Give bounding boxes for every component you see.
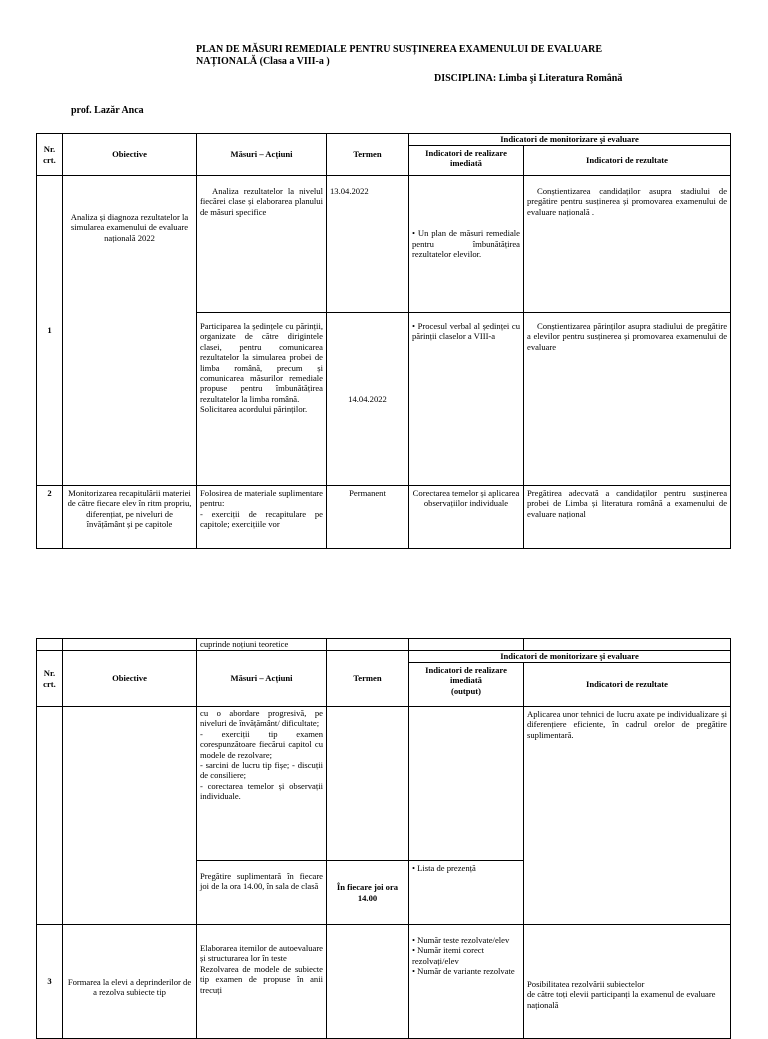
indicator-cell: • Număr teste rezolvate/elev • Număr itemi corect rezolvați/elev • Număr de variante rezolvate: [409, 925, 524, 1039]
column-header-nr: Nr. crt.: [37, 134, 63, 176]
document-title-line1: PLAN DE MĂSURI REMEDIALE PENTRU SUSȚINEREA EXAMENULUI DE EVALUARE: [196, 44, 602, 55]
teacher-name: prof. Lazăr Anca: [71, 105, 144, 116]
column-header-objectives: Obiective: [63, 651, 197, 707]
header-row: [37, 651, 731, 663]
result-cell: Posibilitatea rezolvării subiectelor de către toți elevii participanți la examenul de evaluare națională: [524, 925, 731, 1039]
result-cell: Conștientizarea părinților asupra stadiului de pregătire a elevilor pentru susținerea și promovarea examenului de evaluare: [524, 313, 731, 486]
indicator-cell: • Procesul verbal al ședinței cu părinții claselor a VIII-a: [409, 313, 524, 486]
discipline-label: DISCIPLINA: Limba şi Literatura Română: [434, 73, 623, 84]
indicator-cell: • Un plan de măsuri remediale pentru îmbunătățirea rezultatelor elevilor.: [409, 176, 524, 313]
column-header-measures: Măsuri – Acțiuni: [197, 651, 327, 707]
column-header-measures: Măsuri – Acțiuni: [197, 134, 327, 176]
table-row: [37, 176, 731, 313]
remedial-plan-table-page1: [36, 133, 731, 549]
continuation-row: [37, 639, 731, 651]
term-cell: 14.04.2022: [327, 313, 409, 486]
measure-cell: Participarea la ședințele cu părinții, organizate de către dirigintele clasei, pentru comunicarea rezultatelor la simularea probei de limba română, precum și comunicarea măsurilor remediale propuse pentru îmbunătățirea rezultatelor la limba română. Solicitarea acordului părinților.: [197, 313, 327, 486]
result-cell: Pregătirea adecvată a candidaților pentru susținerea probei de Limba și literatura română a examenului de evaluare național: [524, 486, 731, 549]
row-number: 1: [37, 176, 63, 486]
result-cell: Conștientizarea candidaților asupra stadiului de pregătire pentru susținerea și promovarea examenului de evaluare națională .: [524, 176, 731, 313]
measure-cell: Folosirea de materiale suplimentare pentru: - exerciții de recapitulare pe capitole; exercițiile vor: [197, 486, 327, 549]
column-header-immediate: Indicatori de realizare imediată: [409, 146, 524, 176]
indicator-cell: • Lista de prezență: [409, 861, 524, 925]
row-number: 2: [37, 486, 63, 549]
table-row: [37, 925, 731, 1039]
measure-cell: cu o abordare progresivă, pe niveluri de învățământ/ dificultate; - exerciții tip examen corespunzătoare fiecărui capitol cu modele de rezolvare; - sarcini de lucru tip fișe; - discuții de consiliere; - corectarea temelor și observații individuale.: [197, 707, 327, 861]
column-header-monitoring: Indicatori de monitorizare şi evaluare: [409, 134, 731, 146]
table-row: [37, 486, 731, 549]
measure-cell: cuprinde noțiuni teoretice: [197, 639, 327, 651]
row-number: 3: [37, 925, 63, 1039]
column-header-immediate: Indicatori de realizare imediată (output): [409, 663, 524, 707]
column-header-nr: Nr. crt.: [37, 651, 63, 707]
column-header-term: Termen: [327, 134, 409, 176]
measure-cell: Pregătire suplimentară în fiecare joi de la ora 14.00, în sala de clasă: [197, 861, 327, 925]
measure-cell: Elaborarea itemilor de autoevaluare și structurarea lor în teste Rezolvarea de modele de subiecte tip examen de propuse în anii trecuți: [197, 925, 327, 1039]
objective-cell: Monitorizarea recapitulării materiei de către fiecare elev în ritm propriu, diferențiat, pe niveluri de învățământ și pe capitole: [63, 486, 197, 549]
result-cell: Aplicarea unor tehnici de lucru axate pe individualizare și diferențiere eficiente, în cadrul orelor de pregătire suplimentară.: [524, 707, 731, 925]
column-header-term: Termen: [327, 651, 409, 707]
term-cell: În fiecare joi ora 14.00: [327, 861, 409, 925]
column-header-monitoring: Indicatori de monitorizare şi evaluare: [409, 651, 731, 663]
column-header-results: Indicatori de rezultate: [524, 146, 731, 176]
term-cell: Permanent: [327, 486, 409, 549]
header-row: [37, 134, 731, 146]
objective-cell: Formarea la elevi a deprinderilor de a rezolva subiecte tip: [63, 925, 197, 1039]
column-header-results: Indicatori de rezultate: [524, 663, 731, 707]
indicator-cell: Corectarea temelor și aplicarea observațiilor individuale: [409, 486, 524, 549]
remedial-plan-table-page2: [36, 638, 731, 1039]
measure-cell: Analiza rezultatelor la nivelul fiecărei clase și elaborarea planului de măsuri specifice: [197, 176, 327, 313]
term-cell: 13.04.2022: [327, 176, 409, 313]
table-row: [37, 707, 731, 861]
objective-cell: Analiza și diagnoza rezultatelor la simularea examenului de evaluare națională 2022: [63, 176, 197, 486]
column-header-objectives: Obiective: [63, 134, 197, 176]
document-title-line2: NAȚIONALĂ (Clasa a VIII-a ): [196, 56, 330, 67]
